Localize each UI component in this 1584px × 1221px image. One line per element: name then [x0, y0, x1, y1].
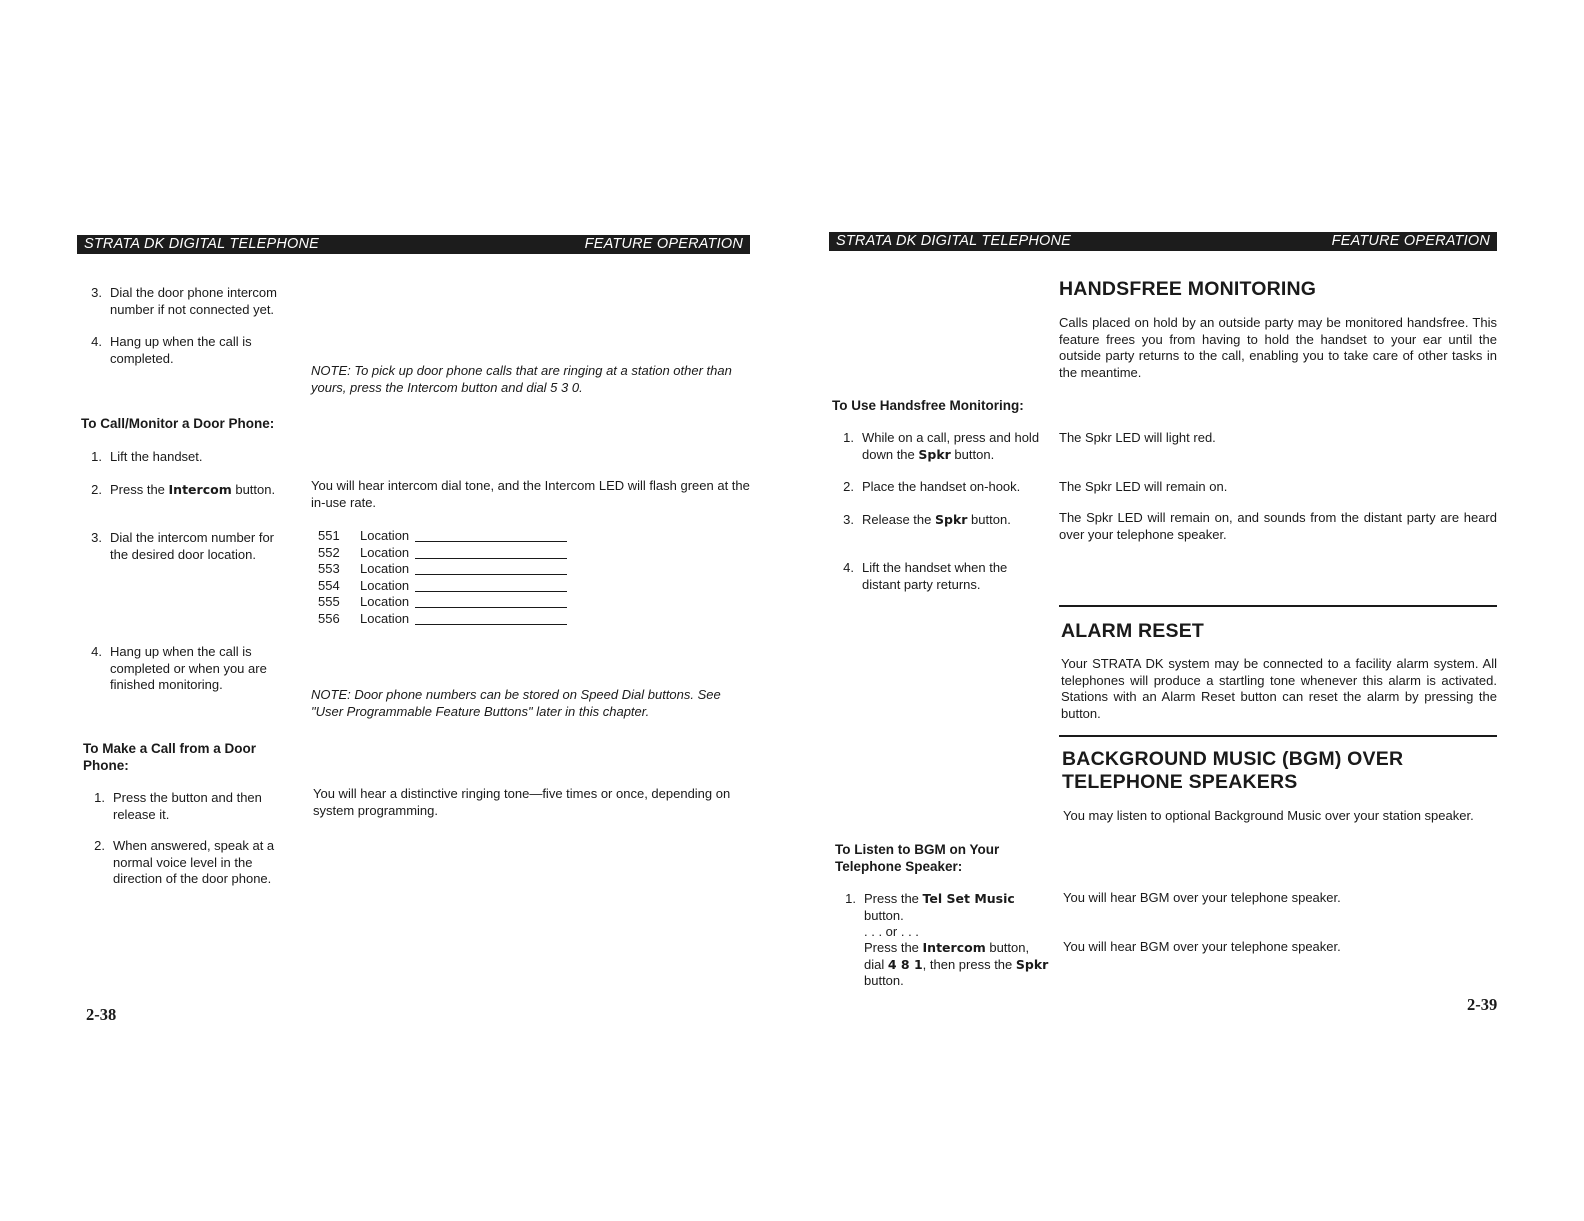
paragraph-handsfree-intro: Calls placed on hold by an outside party may be monitored handsfree. This feature frees you from having to hold the handset to your ear until the outside party returns to the call, enabling you to take care of other tasks in the meantime. — [1059, 315, 1497, 380]
step-number: 2. — [843, 479, 854, 494]
note-speed-dial: NOTE: Door phone numbers can be stored on Speed Dial buttons. See "User Programmable Feature Buttons" later in this chapter. — [311, 687, 721, 719]
location-blank-line — [415, 624, 567, 625]
location-blank-line — [415, 574, 567, 575]
step-text: Hang up when the call is completed. — [110, 334, 252, 366]
location-row: 551 Location — [318, 528, 578, 545]
step-text: Dial the intercom number for the desired door location. — [110, 530, 275, 562]
right-page-number: 2-39 — [1467, 995, 1498, 1014]
result-bgm-speaker-alt: You will hear BGM over your telephone speaker. — [1063, 939, 1341, 954]
spkr-key-label: Spkr — [935, 512, 968, 527]
right-header-bar — [829, 232, 1497, 251]
section-divider-bgm — [1059, 735, 1497, 737]
step-number: 1. — [845, 891, 856, 906]
result-spkr-led-red: The Spkr LED will light red. — [1059, 430, 1216, 445]
spkr-key-label: Spkr — [918, 446, 951, 462]
left-header-title: STRATA DK DIGITAL TELEPHONE — [84, 236, 320, 252]
intercom-key-label: Intercom — [168, 482, 232, 497]
subheading-use-handsfree: To Use Handsfree Monitoring: — [832, 398, 1024, 413]
step-text: Place the handset on-hook. — [862, 479, 1021, 494]
result-distant-party-sounds: The Spkr LED will remain on, and sounds from the distant party are heard over your telephone speaker. — [1059, 510, 1497, 542]
step-text: Release the Spkr button. — [862, 512, 1011, 527]
left-page-number: 2-38 — [86, 1005, 117, 1024]
location-blank-line — [415, 607, 567, 608]
step-number: 2. — [94, 838, 105, 853]
note-pickup-door-calls: NOTE: To pick up door phone calls that are ringing at a station other than yours, press the Intercom button and dial 5 3 0. — [311, 363, 732, 395]
subheading-call-monitor-door-phone: To Call/Monitor a Door Phone: — [81, 416, 275, 431]
dial-digits: 4 8 1 — [887, 956, 923, 972]
location-blank-line — [415, 591, 567, 592]
step-text: Hang up when the call is completed or when you are finished monitoring. — [110, 644, 267, 692]
step-number: 1. — [91, 449, 102, 464]
section-divider-alarm — [1059, 605, 1497, 607]
left-header-bar — [77, 235, 750, 254]
heading-bgm-line1: BACKGROUND MUSIC (BGM) OVER — [1062, 748, 1404, 770]
step-number: 4. — [91, 334, 102, 349]
result-spkr-led-remain: The Spkr LED will remain on. — [1059, 479, 1228, 494]
step-number: 3. — [843, 512, 854, 527]
step-text: Press the Tel Set Music button. — [864, 891, 1015, 923]
step-text: While on a call, press and hold down the Spkr button. — [862, 430, 1040, 462]
paragraph-bgm-intro: You may listen to optional Background Music over your station speaker. — [1063, 808, 1474, 823]
result-distinctive-ringing: You will hear a distinctive ringing tone—five times or once, depending on system programming. — [313, 786, 731, 818]
location-blank-line — [415, 541, 567, 542]
subheading-make-call-door-phone: To Make a Call from a Door Phone: — [83, 741, 257, 773]
location-row: 554 Location — [318, 578, 578, 595]
step-number: 4. — [843, 560, 854, 575]
step-number: 3. — [91, 285, 102, 300]
subheading-listen-bgm: To Listen to BGM on Your Telephone Speaker: — [835, 842, 1000, 874]
location-row: 553 Location — [318, 561, 578, 578]
heading-handsfree-monitoring: HANDSFREE MONITORING — [1059, 278, 1317, 300]
result-bgm-speaker: You will hear BGM over your telephone speaker. — [1063, 890, 1341, 905]
step-text: Lift the handset. — [110, 449, 203, 464]
result-intercom-dial-tone: You will hear intercom dial tone, and the Intercom LED will flash green at the in-use rate. — [311, 478, 750, 510]
step-number: 2. — [91, 482, 102, 497]
location-row: 552 Location — [318, 545, 578, 562]
left-header-section: FEATURE OPERATION — [584, 236, 743, 252]
alt-step-intercom-481: Press the Intercom button, dial 4 8 1, then press the Spkr button. — [864, 940, 1049, 988]
step-number: 3. — [91, 530, 102, 545]
step-number: 4. — [91, 644, 102, 659]
step-number: 1. — [94, 790, 105, 805]
or-separator: . . . or . . . — [864, 924, 919, 939]
location-row: 556 Location — [318, 611, 578, 628]
step-number: 1. — [843, 430, 854, 445]
step-text: Lift the handset when the distant party returns. — [862, 560, 1008, 592]
step-text: When answered, speak at a normal voice level in the direction of the door phone. — [113, 838, 275, 886]
right-header-title: STRATA DK DIGITAL TELEPHONE — [836, 233, 1072, 249]
right-header-section: FEATURE OPERATION — [1331, 233, 1490, 249]
step-text: Press the Intercom button. — [110, 482, 276, 497]
step-text: Press the button and then release it. — [113, 790, 262, 822]
step-text: Dial the door phone intercom number if not connected yet. — [110, 285, 277, 317]
intercom-key-label: Intercom — [922, 940, 986, 955]
heading-alarm-reset: ALARM RESET — [1061, 620, 1205, 642]
paragraph-alarm-reset: Your STRATA DK system may be connected to a facility alarm system. All telephones will produce a startling tone whenever this alarm is activated. Stations with an Alarm Reset button can reset the alarm by pressing the button. — [1061, 656, 1497, 721]
spkr-key-label: Spkr — [1015, 956, 1049, 972]
location-row: 555 Location — [318, 594, 578, 611]
heading-bgm-line2: TELEPHONE SPEAKERS — [1062, 771, 1298, 793]
tel-set-music-key-label: Tel Set Music — [922, 891, 1015, 906]
location-blank-line — [415, 558, 567, 559]
